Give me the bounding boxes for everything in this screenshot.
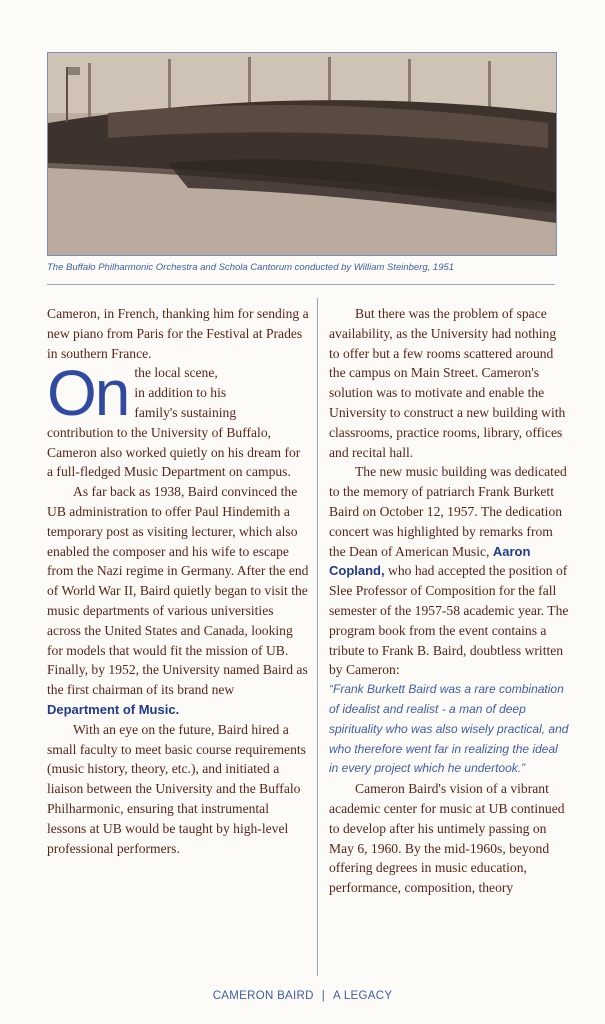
footer-separator: | [321,990,326,1002]
left-paragraph-1: Cameron, in French, thanking him for sending a new piano from Paris for the Festival at Prades in southern France. [47,306,309,361]
tribute-quote: “Frank Burkett Baird was a rare combination of idealist and realist - a man of deep spirituality who was also wisely practical, and who therefore went far in realizing the ideal in every project which he undertook.” [329,682,569,776]
left-column [47,304,309,858]
right-paragraph-3: Cameron Baird's vision of a vibrant academic center for music at UB continued to develop after his untimely passing on May 6, 1960. By the mid-1960s, beyond offering degrees in music education, performance, composition, theory [329,781,565,896]
column-divider [317,298,318,976]
right-paragraph-2 [329,462,569,680]
footer-title: CAMERON BAIRD [212,990,314,1002]
left-paragraph-2-rest: contribution to the University of Buffalo, Cameron also worked quietly on his dream for a full-fledged Music Department on campus. [47,424,301,480]
right-paragraph-2-before: The new music building was dedicated to the memory of patriarch Frank Burkett Baird on October 12, 1957. The dedication concert was highlighted by remarks from the Dean of American Music, [329,464,567,559]
drop-line-2: in addition to his [134,385,227,401]
drop-cap: On [47,357,129,430]
right-paragraph-2-after: who had accepted the position of Slee Professor of Composition for the fall semester of the 1957-58 academic year. The program book from the event contains a tribute to Frank B. Baird, doubtless written by Cameron: [329,563,569,678]
footer-subtitle: A LEGACY [333,990,393,1002]
drop-line-3: family's sustaining [134,404,237,420]
department-of-music-highlight: Department of Music. [47,701,180,717]
left-paragraph-3-text: As far back as 1938, Baird convinced the UB administration to offer Paul Hindemith a temporary post as visiting lecturer, which also enabled the composer and his wife to escape from the Nazi regime in Germany. After the end of World War II, Baird quietly began to visit the music departments of various universities across the United States and Canada, looking for models that would fit the mission of UB. Finally, by 1952, the University named Baird as the first chairman of its brand new [47,484,309,698]
aaron-copland-highlight: Aaron Copland, [329,543,531,579]
caption-divider [47,284,555,285]
left-paragraph-4: With an eye on the future, Baird hired a small faculty to meet basic course requirements (music history, theory, etc.), and initiated a liaison between the University and the Buffalo Philharmonic, ensuring that instrumental lessons at UB would be taught by high-level professional performers. [47,721,306,856]
drop-line-1: the local scene, [134,365,218,381]
right-column [329,304,569,898]
photo-caption: The Buffalo Philharmonic Orchestra and Schola Cantorum conducted by William Steinberg, 1951 [47,262,455,273]
right-paragraph-1: But there was the problem of space availability, as the University had nothing to offer but a few rooms scattered around the campus on Main Street. Cameron's solution was to motivate and enable the University to construct a new building with classrooms, practice rooms, library, offices and recital hall. [329,306,566,460]
page-footer [0,990,605,1002]
orchestra-photo [47,52,557,256]
left-paragraph-3 [47,482,309,720]
orchestra-photo-illustration [48,53,556,255]
left-paragraph-2 [47,357,309,482]
